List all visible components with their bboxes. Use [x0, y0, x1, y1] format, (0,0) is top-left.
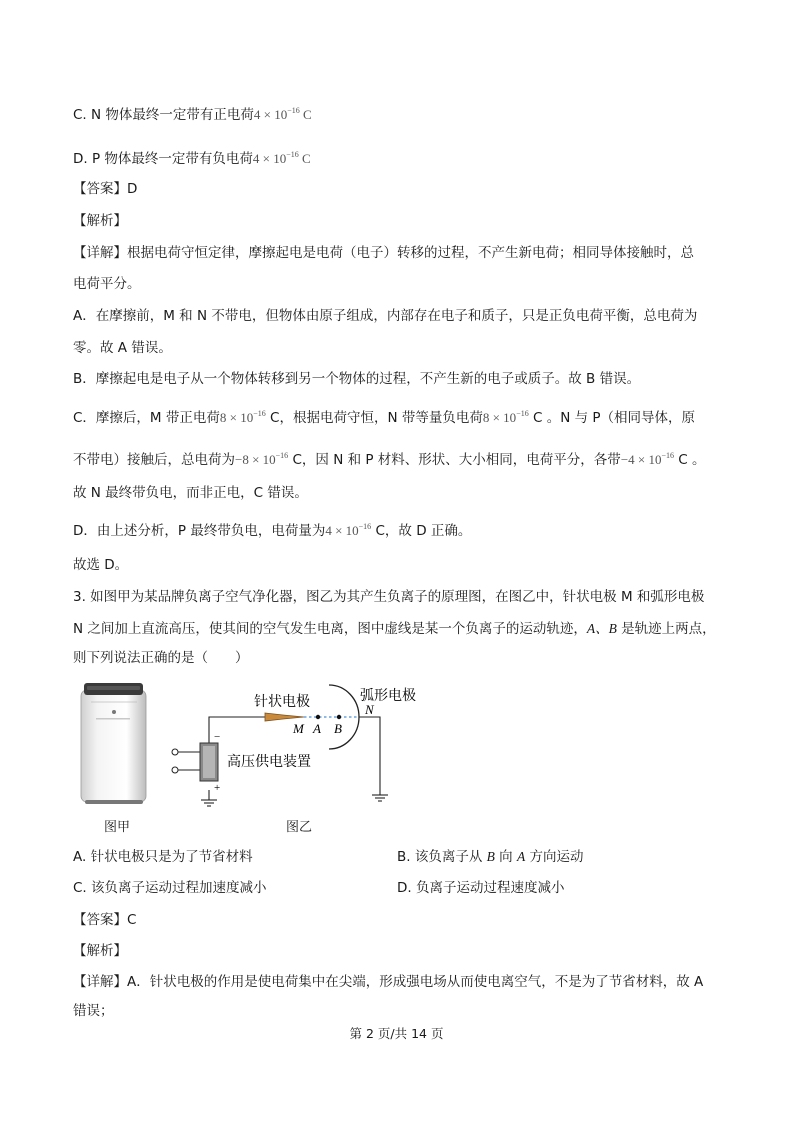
power-supply-label: 高压供电装置: [227, 755, 311, 770]
arc-electrode-label: 弧形电极: [360, 689, 416, 704]
label-b: B: [334, 721, 342, 736]
caption-figure-b: 图乙: [286, 820, 313, 835]
air-purifier-image: [81, 683, 146, 804]
detail-2-line1: 【详解】A．针状电极的作用是使电荷集中在尖端，形成强电场从而使电离空气，不是为了节省材料，故 A: [73, 974, 704, 990]
answer-1: 【答案】D: [73, 181, 138, 197]
choice-d: D. 负离子运动过程速度减小: [397, 880, 565, 896]
detail-1-line1: 【详解】根据电荷守恒定律，摩擦起电是电荷（电子）转移的过程，不产生新电荷；相同导体接触时，总: [73, 245, 694, 261]
question-3-line3: 则下列说法正确的是（ ）: [73, 650, 249, 666]
detail-1-c-line3: 故 N 最终带负电，而非正电，C 错误。: [73, 485, 308, 501]
analysis-1: 【解析】: [73, 213, 127, 229]
answer-2: 【答案】C: [73, 912, 137, 928]
detail-1-line2: 电荷平分。: [73, 276, 141, 292]
choice-a: A. 针状电极只是为了节省材料: [73, 849, 253, 865]
terminal-bottom: [172, 767, 178, 773]
question-3-line2: N 之间加上直流高压，使其间的空气发生电离，图中虚线是某一个负离子的运动轨迹，A、B 是轨迹上两点，: [73, 621, 716, 637]
needle-electrode-label: 针状电极: [254, 695, 310, 710]
choice-b: B. 该负离子从 B 向 A 方向运动: [397, 849, 584, 865]
label-m: M: [293, 721, 304, 736]
minus-sign: −: [214, 731, 221, 743]
point-b-dot: [337, 715, 341, 719]
point-a-dot: [316, 715, 320, 719]
option-c-text: C. N 物体最终一定带有正电荷: [73, 107, 254, 123]
option-d-math: $4 \times 10^{-16}$ C: [252, 150, 311, 166]
label-n: N: [365, 702, 374, 717]
detail-1-c-line2: 不带电）接触后，总电荷为$-8 \times 10^{-16}$ C，因 N 和 P 材料、形状、大小相同，电荷平分，各带$-4 \times 10^{-16}$ C 。: [73, 451, 706, 468]
plus-sign: +: [214, 782, 221, 794]
choice-c: C. 该负离子运动过程加速度减小: [73, 880, 267, 896]
analysis-2: 【解析】: [73, 943, 127, 959]
detail-1-b-line: B．摩擦起电是电子从一个物体转移到另一个物体的过程，不产生新的电子或质子。故 B 错误。: [73, 371, 641, 387]
label-a: A: [313, 721, 321, 736]
page-footer: 第 2 页/共 14 页: [349, 1026, 444, 1041]
detail-1-a-line1: A．在摩擦前，M 和 N 不带电，但物体由原子组成，内部存在电子和质子，只是正负电荷平衡，总电荷为: [73, 308, 698, 324]
caption-figure-a: 图甲: [104, 820, 131, 835]
detail-1-d-line: D．由上述分析，P 最终带负电，电荷量为$4 \times 10^{-16}$ C，故 D 正确。: [73, 522, 472, 539]
detail-1-a-line2: 零。故 A 错误。: [73, 340, 172, 356]
terminal-top: [172, 749, 178, 755]
detail-1-c-line1: C．摩擦后，M 带正电荷$8 \times 10^{-16}$ C，根据电荷守恒，N 带等量负电荷$8 \times 10^{-16}$ C 。N 与 P（相同导体，原: [73, 409, 696, 426]
question-3-line1: 3. 如图甲为某品牌负离子空气净化器，图乙为其产生负离子的原理图，在图乙中，针状电极 M 和弧形电极: [73, 589, 705, 605]
power-supply-face: [203, 746, 215, 778]
option-d-text: D. P 物体最终一定带有负电荷: [73, 151, 253, 167]
detail-2-line2: 错误；: [73, 1003, 114, 1019]
option-c-math: $4 \times 10^{-16}$ C: [253, 106, 312, 122]
detail-1-conclusion: 故选 D。: [73, 557, 129, 573]
needle-electrode: [265, 713, 304, 721]
